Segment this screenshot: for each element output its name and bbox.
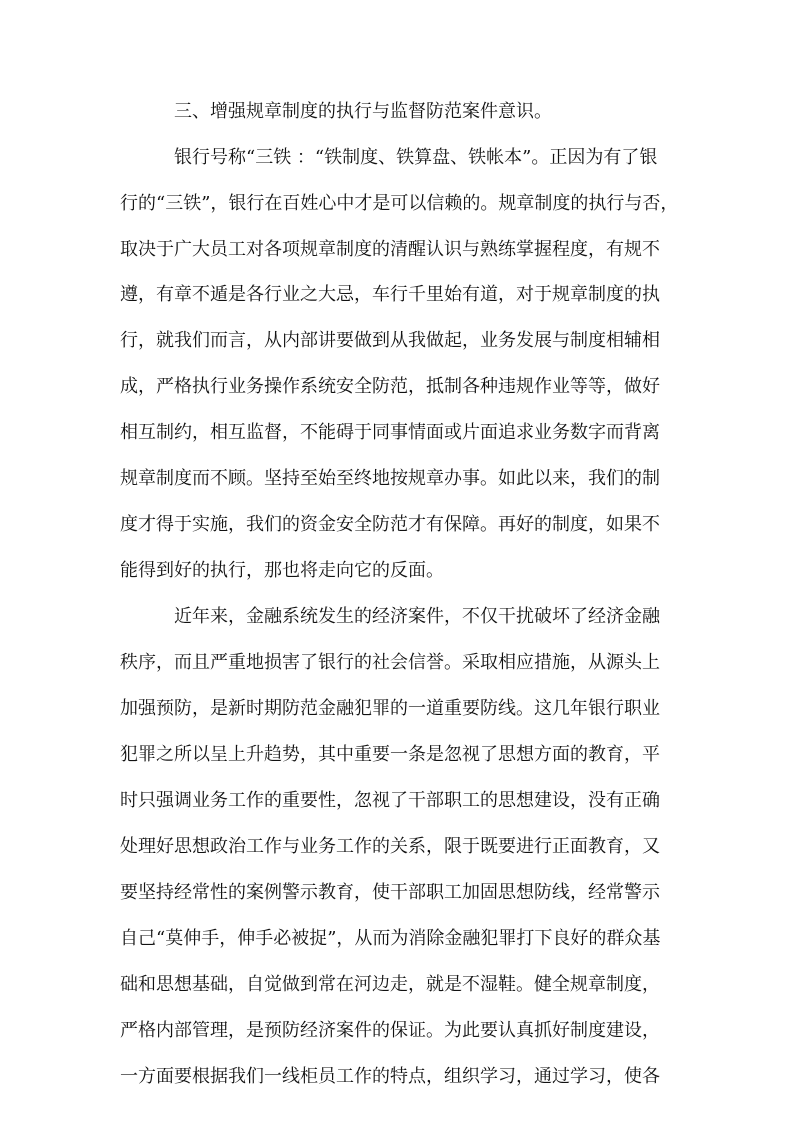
paragraph-2-line-4: 犯罪之所以呈上升趋势，其中重要一条是忽视了思想方面的教育，平	[120, 744, 660, 765]
section-heading: 三、增强规章制度的执行与监督防范案件意识。	[174, 101, 552, 122]
paragraph-2-line-9: 础和思想基础，自觉做到常在河边走，就是不湿鞋。健全规章制度，	[120, 974, 660, 995]
paragraph-2-line-1: 近年来，金融系统发生的经济案件，不仅干扰破坏了经济金融	[174, 606, 660, 627]
paragraph-2-line-2: 秩序，而且严重地损害了银行的社会信誉。采取相应措施，从源头上	[120, 652, 660, 673]
paragraph-1-line-10: 能得到好的执行，那也将走向它的反面。	[120, 560, 444, 581]
paragraph-1-line-5: 行，就我们而言，从内部讲要做到从我做起，业务发展与制度相辅相	[120, 330, 660, 351]
paragraph-1-line-3: 取决于广大员工对各项规章制度的清醒认识与熟练掌握程度，有规不	[120, 239, 660, 260]
paragraph-2-line-6: 处理好思想政治工作与业务工作的关系，限于既要进行正面教育，又	[120, 836, 660, 857]
paragraph-1-line-2: 行的“三铁”，银行在百姓心中才是可以信赖的。规章制度的执行与否，	[120, 193, 679, 214]
paragraph-2-line-8: 自己“莫伸手，伸手必被捉”，从而为消除金融犯罪打下良好的群众基	[120, 928, 661, 949]
paragraph-1-line-1: 银行号称“三铁 ：“铁制度、铁算盘、铁帐本”。正因为有了银	[174, 147, 658, 168]
paragraph-2-line-3: 加强预防，是新时期防范金融犯罪的一道重要防线。这几年银行职业	[120, 698, 660, 719]
paragraph-1-line-6: 成，严格执行业务操作系统安全防范，抵制各种违规作业等等，做好	[120, 376, 660, 397]
paragraph-2-line-10: 严格内部管理，是预防经济案件的保证。为此要认真抓好制度建设，	[120, 1020, 660, 1041]
paragraph-1-line-4: 遵，有章不遁是各行业之大忌，车行千里始有道，对于规章制度的执	[120, 284, 660, 305]
paragraph-1-line-8: 规章制度而不顾。坚持至始至终地按规章办事。如此以来，我们的制	[120, 468, 660, 489]
paragraph-2-line-11: 一方面要根据我们一线柜员工作的特点，组织学习，通过学习，使各	[120, 1066, 660, 1087]
paragraph-1-line-7: 相互制约，相互监督，不能碍于同事情面或片面追求业务数字而背离	[120, 422, 660, 443]
paragraph-1-line-9: 度才得于实施，我们的资金安全防范才有保障。再好的制度，如果不	[120, 514, 660, 535]
paragraph-2-line-7: 要坚持经常性的案例警示教育，使干部职工加固思想防线，经常警示	[120, 882, 660, 903]
paragraph-2-line-5: 时只强调业务工作的重要性，忽视了干部职工的思想建设，没有正确	[120, 790, 660, 811]
